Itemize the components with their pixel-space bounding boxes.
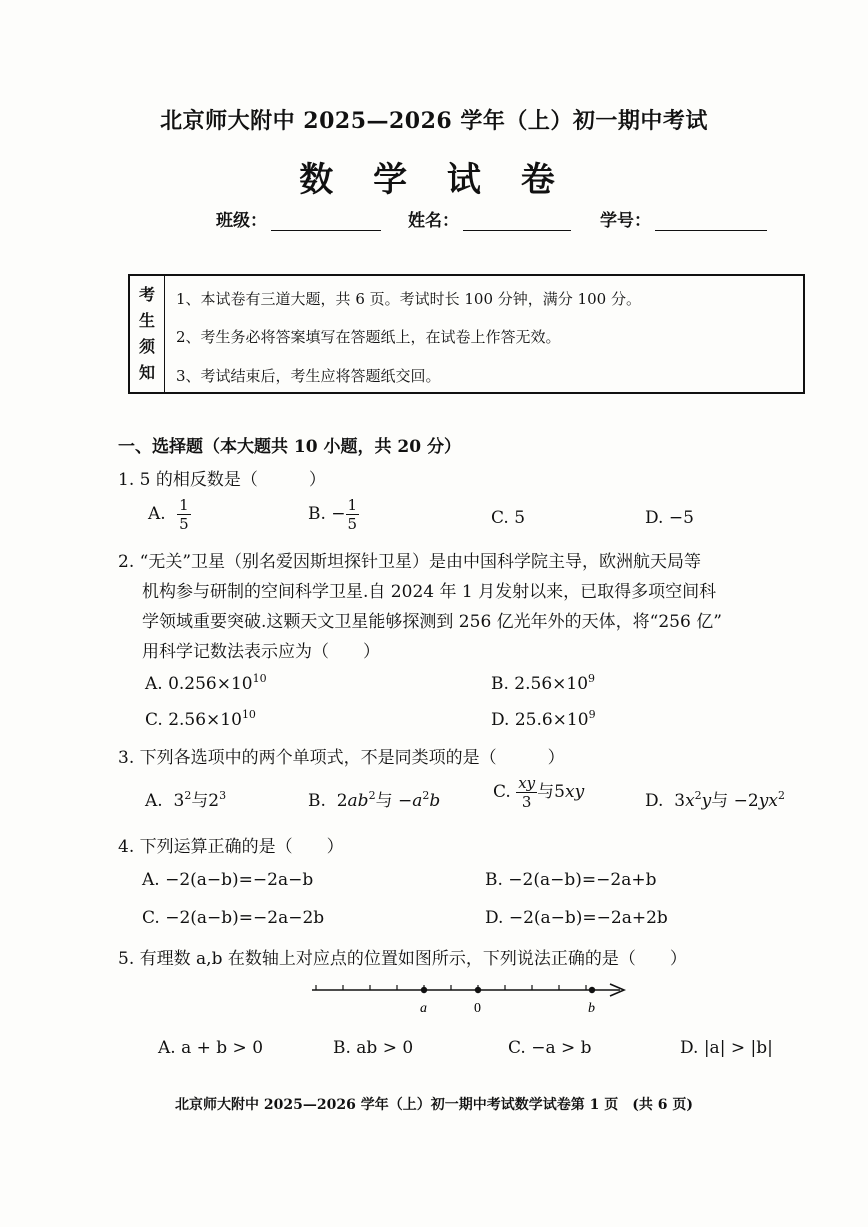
student-id-label: 学号： xyxy=(600,211,651,231)
q2-option-a: A. $0.256\times 10^{10}$ xyxy=(145,672,267,694)
name-blank xyxy=(463,210,571,231)
q2-option-b: B. $2.56\times 10^9$ xyxy=(491,672,596,694)
q2-option-d: D. $25.6\times 10^9$ xyxy=(491,708,596,730)
notice-item: 3、考试结束后，考生应将答题纸交回。 xyxy=(176,367,441,385)
point-a-label: a xyxy=(420,1001,427,1016)
notice-side-char: 知 xyxy=(138,363,155,382)
exam-subject-title: 数 学 试 卷 xyxy=(299,160,569,200)
class-field xyxy=(216,206,381,231)
q3-option-d: D. $3x^2y$与 $-2yx^2$ xyxy=(645,789,785,811)
q4-option-a: A. −2(a−b)=−2a−b xyxy=(142,870,314,890)
q4-option-d: D. −2(a−b)=−2a+2b xyxy=(485,908,668,928)
point-a-dot xyxy=(421,987,427,993)
question-2-line: 用科学记数法表示应为（ ） xyxy=(142,642,380,662)
exam-school-title: 北京师大附中 2025—2026 学年（上）初一期中考试 xyxy=(160,108,708,134)
number-line-figure xyxy=(300,972,640,1022)
exam-notice-box xyxy=(128,274,805,394)
question-2-line: 2. “无关”卫星（别名爱因斯坦探针卫星）是由中国科学院主导，欧洲航天局等 xyxy=(118,552,702,572)
notice-item: 2、考生务必将答案填写在答题纸上，在试卷上作答无效。 xyxy=(176,328,561,346)
q3-option-b: B. $2ab^2$与 $-a^2b$ xyxy=(308,789,441,811)
q5-option-c: C. −a > b xyxy=(508,1038,592,1058)
student-id-blank xyxy=(655,210,767,231)
question-2-line: 机构参与研制的空间科学卫星.自 2024 年 1 月发射以来，已取得多项空间科 xyxy=(142,582,717,602)
page-footer: 北京师大附中 2025—2026 学年（上）初一期中考试数学试卷第 1 页 (共 6 页) xyxy=(175,1097,693,1113)
name-field xyxy=(408,206,571,231)
q1-option-b: B. − $\frac{1}{5}$ xyxy=(308,496,358,533)
notice-side-label xyxy=(130,276,165,392)
q5-option-d: D. |a| > |b| xyxy=(680,1038,773,1058)
point-b-dot xyxy=(589,987,595,993)
notice-side-char: 须 xyxy=(138,337,155,356)
point-zero-label: 0 xyxy=(474,1001,481,1016)
q1-option-a: A. $\frac{1}{5}$ xyxy=(148,496,189,533)
section-title: 一、选择题（本大题共 10 小题，共 20 分） xyxy=(118,437,461,457)
q3-option-a: A. $3^2$与$2^3$ xyxy=(145,789,227,811)
question-2-line: 学领域重要突破.这颗天文卫星能够探测到 256 亿光年外的天体，将“256 亿” xyxy=(142,612,722,632)
question-5-stem: 5. 有理数 a,b 在数轴上对应点的位置如图所示，下列说法正确的是（ ） xyxy=(118,949,687,969)
q2-option-c: C. $2.56\times 10^{10}$ xyxy=(145,708,256,730)
question-4-stem: 4. 下列运算正确的是（ ） xyxy=(118,837,344,857)
class-label: 班级： xyxy=(216,211,267,231)
q3-option-c: C. $\frac{xy}{3}$ 与5xy xyxy=(493,774,585,811)
point-b-label: b xyxy=(588,1001,595,1016)
q4-option-b: B. −2(a−b)=−2a+b xyxy=(485,870,657,890)
question-1-stem: 1. 5 的相反数是（ ） xyxy=(118,470,326,490)
student-id-field xyxy=(600,206,767,231)
point-zero-dot xyxy=(475,987,481,993)
q4-option-c: C. −2(a−b)=−2a−2b xyxy=(142,908,325,928)
q5-option-a: A. a + b > 0 xyxy=(158,1038,264,1058)
name-label: 姓名： xyxy=(408,211,459,231)
q1-option-c: C. 5 xyxy=(491,508,526,528)
q5-option-b: B. ab > 0 xyxy=(333,1038,414,1058)
notice-side-char: 生 xyxy=(138,311,155,330)
notice-item: 1、本试卷有三道大题，共 6 页。考试时长 100 分钟，满分 100 分。 xyxy=(176,290,641,308)
notice-side-char: 考 xyxy=(138,285,155,304)
q1-option-d: D. −5 xyxy=(645,508,694,528)
question-3-stem: 3. 下列各选项中的两个单项式，不是同类项的是（ ） xyxy=(118,748,565,768)
class-blank xyxy=(271,210,381,231)
